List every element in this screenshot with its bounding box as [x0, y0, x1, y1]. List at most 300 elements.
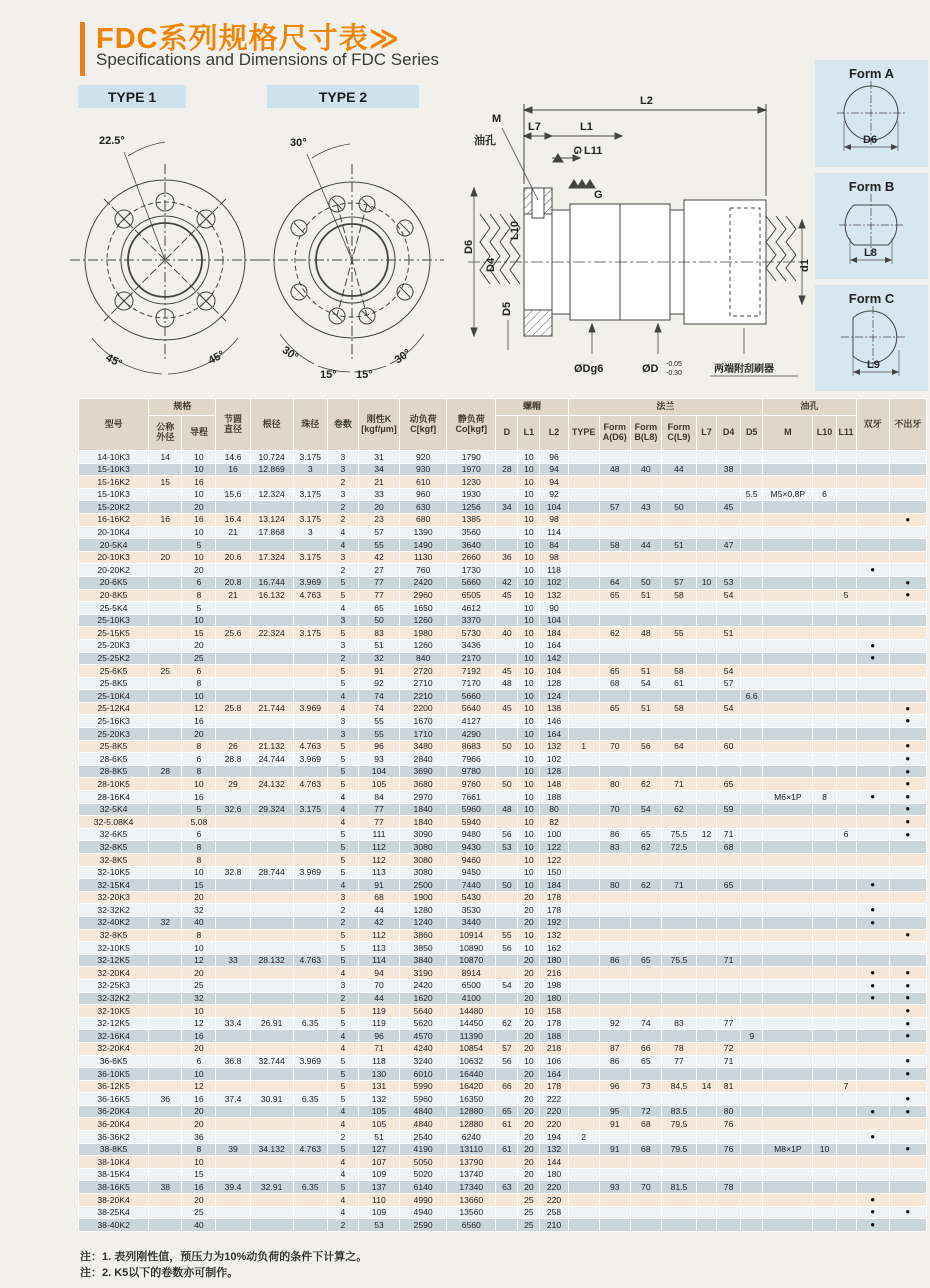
cell [216, 891, 250, 904]
cell [250, 879, 293, 892]
cell: 26.91 [250, 1017, 293, 1030]
cell [630, 1093, 661, 1106]
cell: 5730 [447, 627, 496, 640]
cell [630, 765, 661, 778]
cell [763, 904, 813, 917]
cell [149, 501, 182, 514]
cell: 960 [400, 488, 447, 501]
cell [149, 979, 182, 992]
cell [856, 602, 889, 615]
cell [149, 854, 182, 867]
cell: 112 [358, 854, 399, 867]
cell: 32.91 [250, 1181, 293, 1194]
cell: 258 [540, 1206, 568, 1219]
cell [599, 564, 630, 577]
cell: 15 [182, 627, 216, 640]
cell: 32 [182, 904, 216, 917]
cell: 10 [518, 740, 540, 753]
table-row [79, 463, 927, 476]
dim-g2: G [594, 189, 603, 201]
cell [630, 992, 661, 1005]
cell [250, 1131, 293, 1144]
table-row [79, 551, 927, 564]
cell [216, 929, 250, 942]
model-cell: 38-8K5 [79, 1143, 149, 1156]
cell: 17340 [447, 1181, 496, 1194]
cell [661, 1005, 696, 1018]
cell [889, 639, 926, 652]
cell [293, 841, 327, 854]
cell [763, 854, 813, 867]
cell: 132 [540, 740, 568, 753]
cell [836, 765, 856, 778]
cell [599, 891, 630, 904]
side-view-drawing [462, 92, 814, 388]
cell: 4 [327, 1118, 358, 1131]
cell: 180 [540, 1168, 568, 1181]
cell [661, 904, 696, 917]
cell: 10 [518, 728, 540, 741]
cell: 5960 [447, 803, 496, 816]
cell [813, 501, 836, 514]
cell [717, 551, 741, 564]
cell [813, 702, 836, 715]
model-cell: 32-20K4 [79, 1042, 149, 1055]
cell [856, 627, 889, 640]
cell [763, 967, 813, 980]
type1-angle-br: 45° [206, 348, 227, 367]
cell: 12 [182, 1017, 216, 1030]
cell: ● [889, 929, 926, 942]
cell [293, 979, 327, 992]
cell [568, 854, 599, 867]
cell [717, 476, 741, 489]
cell [836, 854, 856, 867]
model-cell: 25-16K3 [79, 715, 149, 728]
cell [250, 1080, 293, 1093]
cell [661, 1030, 696, 1043]
cell [889, 728, 926, 741]
cell: 158 [540, 1005, 568, 1018]
cell: ● [889, 715, 926, 728]
cell: 5640 [400, 1005, 447, 1018]
cell: 164 [540, 1068, 568, 1081]
cell: 6505 [447, 589, 496, 602]
cell: 94 [540, 463, 568, 476]
table-row [79, 1194, 927, 1207]
cell: 128 [540, 765, 568, 778]
cell [696, 740, 716, 753]
cell [696, 1042, 716, 1055]
cell [216, 854, 250, 867]
cell: 7170 [447, 677, 496, 690]
cell [856, 690, 889, 703]
cell: ● [889, 992, 926, 1005]
cell: 10 [518, 576, 540, 589]
cell: 10 [518, 451, 540, 464]
cell: ● [889, 513, 926, 526]
column-header: Form A(D6) [599, 416, 630, 451]
cell: 6.35 [293, 1017, 327, 1030]
table-row [79, 942, 927, 955]
cell [741, 602, 763, 615]
cell [568, 728, 599, 741]
cell [293, 1206, 327, 1219]
cell: 20 [182, 1042, 216, 1055]
cell: 5620 [400, 1017, 447, 1030]
cell [813, 589, 836, 602]
dim-l7: L7 [528, 121, 541, 133]
cell [630, 854, 661, 867]
cell [763, 929, 813, 942]
cell [763, 992, 813, 1005]
model-cell: 32-8K5 [79, 929, 149, 942]
cell [836, 791, 856, 804]
cell: 13110 [447, 1143, 496, 1156]
cell [741, 967, 763, 980]
cell [149, 589, 182, 602]
cell [889, 841, 926, 854]
cell [813, 728, 836, 741]
cell [568, 589, 599, 602]
cell: 61 [496, 1118, 518, 1131]
cell [763, 954, 813, 967]
cell: 3.969 [293, 1055, 327, 1068]
cell: 20 [182, 891, 216, 904]
cell [250, 904, 293, 917]
cell: 83.5 [661, 1105, 696, 1118]
cell [741, 627, 763, 640]
cell: 50 [358, 614, 399, 627]
cell [661, 690, 696, 703]
model-cell: 32-10K5 [79, 942, 149, 955]
cell [763, 879, 813, 892]
cell [496, 476, 518, 489]
cell: 16.132 [250, 589, 293, 602]
cell: 21.132 [250, 740, 293, 753]
cell: 4100 [447, 992, 496, 1005]
cell: 16 [149, 513, 182, 526]
cell: 16.744 [250, 576, 293, 589]
cell: 2970 [400, 791, 447, 804]
cell [630, 891, 661, 904]
cell [717, 929, 741, 942]
cell [149, 816, 182, 829]
cell [813, 1219, 836, 1232]
cell: 5 [327, 740, 358, 753]
cell: 39.4 [216, 1181, 250, 1194]
cell [630, 1131, 661, 1144]
cell [661, 916, 696, 929]
cell [813, 1093, 836, 1106]
table-row [79, 576, 927, 589]
cell: 7440 [447, 879, 496, 892]
cell: 1840 [400, 816, 447, 829]
cell [836, 551, 856, 564]
cell [630, 488, 661, 501]
cell [836, 891, 856, 904]
cell [856, 463, 889, 476]
cell: 6010 [400, 1068, 447, 1081]
table-row [79, 539, 927, 552]
form-b-card [815, 173, 928, 279]
cell [763, 551, 813, 564]
cell: ● [889, 1017, 926, 1030]
cell [836, 1181, 856, 1194]
cell: ● [889, 803, 926, 816]
cell [813, 1168, 836, 1181]
cell [717, 1156, 741, 1169]
cell [889, 501, 926, 514]
cell [696, 627, 716, 640]
cell: 216 [540, 967, 568, 980]
cell [856, 828, 889, 841]
cell: 92 [540, 488, 568, 501]
cell: 10.724 [250, 451, 293, 464]
cell: 1260 [400, 614, 447, 627]
table-row [79, 1219, 927, 1232]
cell [856, 614, 889, 627]
type2-flange-drawing [252, 112, 452, 384]
cell: 8 [182, 677, 216, 690]
cell [741, 1143, 763, 1156]
cell: 6.35 [293, 1181, 327, 1194]
cell [293, 1080, 327, 1093]
cell: 36 [182, 1131, 216, 1144]
cell: 27 [358, 564, 399, 577]
cell [696, 929, 716, 942]
cell: 82 [540, 816, 568, 829]
model-cell: 25-20K3 [79, 728, 149, 741]
cell: 3840 [400, 954, 447, 967]
cell: 4 [327, 539, 358, 552]
cell: 3.969 [293, 702, 327, 715]
cell [496, 639, 518, 652]
cell [741, 816, 763, 829]
cell [149, 904, 182, 917]
cell [630, 967, 661, 980]
cell [293, 879, 327, 892]
cell [856, 451, 889, 464]
cell [741, 791, 763, 804]
cell [599, 614, 630, 627]
cell [813, 942, 836, 955]
cell [856, 841, 889, 854]
cell [599, 1131, 630, 1144]
cell: 55 [358, 539, 399, 552]
cell [630, 791, 661, 804]
cell [293, 1194, 327, 1207]
cell [889, 891, 926, 904]
cell: 48 [599, 463, 630, 476]
cell [763, 564, 813, 577]
cell: 73 [630, 1080, 661, 1093]
cell: 96 [358, 1030, 399, 1043]
cell [717, 1068, 741, 1081]
model-cell: 28-8K5 [79, 765, 149, 778]
table-row [79, 992, 927, 1005]
cell [836, 1030, 856, 1043]
cell: 164 [540, 639, 568, 652]
cell [741, 1080, 763, 1093]
cell [696, 1143, 716, 1156]
cell [293, 791, 327, 804]
cell [250, 1068, 293, 1081]
cell: 1385 [447, 513, 496, 526]
column-header: 公称 外径 [149, 416, 182, 451]
cell [889, 1194, 926, 1207]
cell: 104 [540, 665, 568, 678]
form-c-card [815, 285, 928, 391]
cell: 16.4 [216, 513, 250, 526]
cell: 4 [327, 816, 358, 829]
cell [741, 854, 763, 867]
cell: M6×1P [763, 791, 813, 804]
cell [717, 791, 741, 804]
cell: 58 [661, 589, 696, 602]
table-row [79, 1168, 927, 1181]
cell: ● [889, 1068, 926, 1081]
dim-g1: G [571, 146, 583, 155]
table-row [79, 677, 927, 690]
cell [216, 728, 250, 741]
cell [813, 1005, 836, 1018]
cell [293, 476, 327, 489]
cell: 3 [327, 639, 358, 652]
cell: M5×0.8P [763, 488, 813, 501]
cell: 12.324 [250, 488, 293, 501]
cell: 60 [717, 740, 741, 753]
cell [813, 929, 836, 942]
cell [216, 715, 250, 728]
cell [250, 539, 293, 552]
cell [149, 1168, 182, 1181]
cell: 51 [630, 702, 661, 715]
type1-flange-drawing [62, 112, 268, 384]
cell: 132 [540, 929, 568, 942]
cell: 33.4 [216, 1017, 250, 1030]
cell: 13790 [447, 1156, 496, 1169]
cell: 34 [496, 501, 518, 514]
column-header: D5 [741, 416, 763, 451]
cell: 34.132 [250, 1143, 293, 1156]
cell: 20.6 [216, 551, 250, 564]
cell [889, 942, 926, 955]
cell [496, 1206, 518, 1219]
cell: 4990 [400, 1194, 447, 1207]
cell [763, 690, 813, 703]
table-row [79, 828, 927, 841]
cell [741, 803, 763, 816]
cell [630, 513, 661, 526]
cell [813, 967, 836, 980]
cell: 3 [293, 463, 327, 476]
cell [856, 1017, 889, 1030]
cell: 44 [630, 539, 661, 552]
cell [696, 891, 716, 904]
dim-od-tol-top: -0.05 [666, 361, 682, 368]
cell [250, 665, 293, 678]
cell: 77 [717, 1017, 741, 1030]
cell [763, 803, 813, 816]
cell [496, 791, 518, 804]
cell [293, 828, 327, 841]
model-cell: 25-10K3 [79, 614, 149, 627]
cell [889, 1219, 926, 1232]
cell [889, 602, 926, 615]
column-header: D [496, 416, 518, 451]
cell: 3090 [400, 828, 447, 841]
cell: 70 [358, 979, 399, 992]
cell: 1980 [400, 627, 447, 640]
cell [836, 715, 856, 728]
cell: 4190 [400, 1143, 447, 1156]
table-row [79, 488, 927, 501]
cell [293, 1219, 327, 1232]
cell [889, 526, 926, 539]
cell: 79.5 [661, 1118, 696, 1131]
cell: 3.175 [293, 513, 327, 526]
table-row [79, 1181, 927, 1194]
cell [149, 639, 182, 652]
model-cell: 32-20K4 [79, 967, 149, 980]
cell: 10 [182, 942, 216, 955]
cell: 62 [496, 1017, 518, 1030]
cell [763, 740, 813, 753]
cell [496, 765, 518, 778]
cell [889, 665, 926, 678]
cell: 20 [182, 501, 216, 514]
cell: 64 [661, 740, 696, 753]
cell [568, 539, 599, 552]
cell: 5 [327, 665, 358, 678]
cell [250, 891, 293, 904]
cell: 3480 [400, 740, 447, 753]
cell [149, 967, 182, 980]
cell: 10 [518, 589, 540, 602]
model-cell: 25-15K5 [79, 627, 149, 640]
cell: 77 [358, 576, 399, 589]
cell: 65 [630, 954, 661, 967]
form-b-title: Form B [848, 179, 895, 194]
cell: ● [856, 992, 889, 1005]
cell [661, 979, 696, 992]
cell [856, 866, 889, 879]
cell: 122 [540, 854, 568, 867]
cell: 114 [540, 526, 568, 539]
cell [599, 967, 630, 980]
cell [149, 1219, 182, 1232]
cell [889, 1181, 926, 1194]
cell [661, 564, 696, 577]
cell [568, 627, 599, 640]
cell [568, 916, 599, 929]
footnotes [80, 1250, 367, 1282]
cell [496, 1131, 518, 1144]
column-header: L2 [540, 416, 568, 451]
cell [836, 702, 856, 715]
cell [496, 526, 518, 539]
cell [741, 916, 763, 929]
cell [836, 954, 856, 967]
cell [216, 1131, 250, 1144]
cell [661, 942, 696, 955]
cell: 20 [182, 564, 216, 577]
cell [856, 665, 889, 678]
cell: 37.4 [216, 1093, 250, 1106]
cell [293, 1005, 327, 1018]
cell [741, 451, 763, 464]
